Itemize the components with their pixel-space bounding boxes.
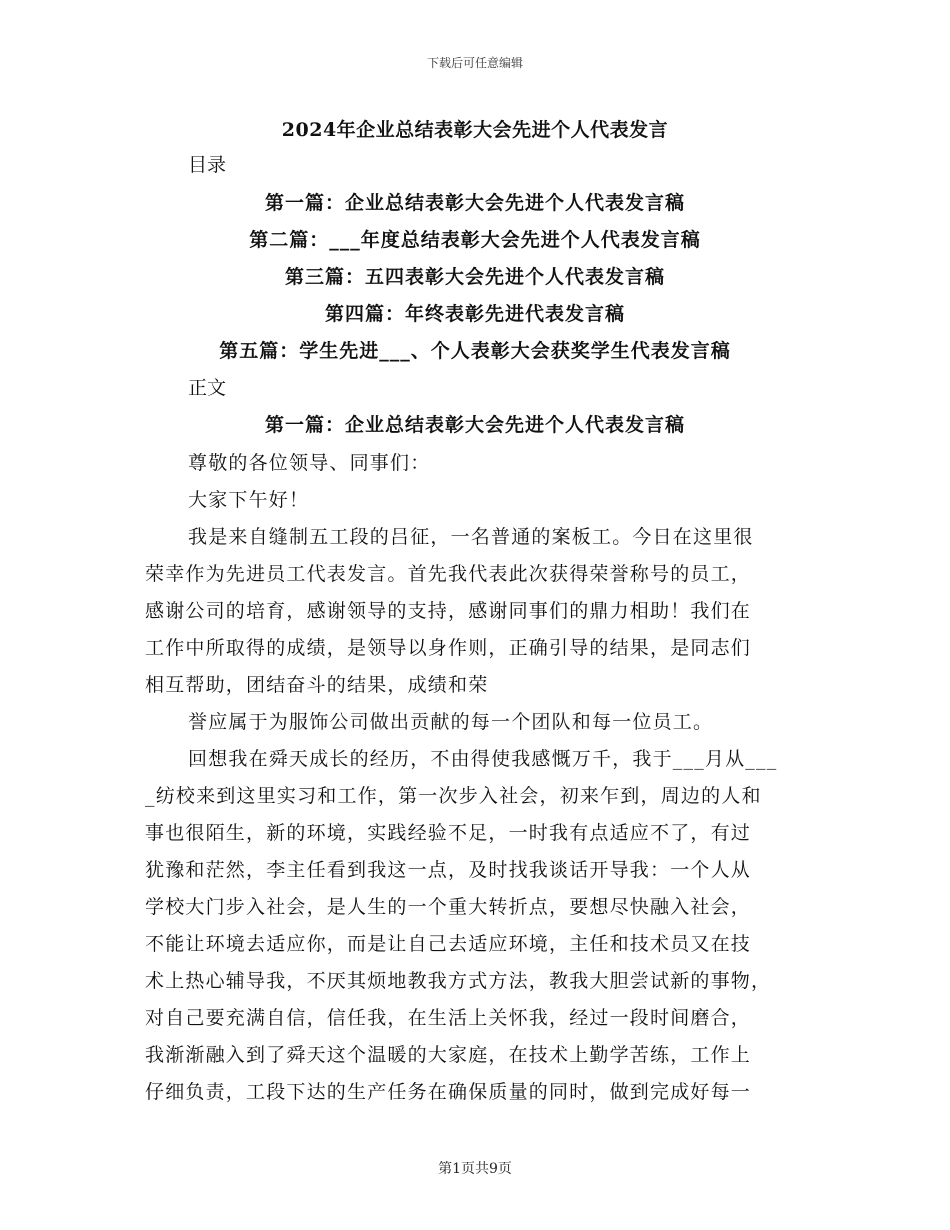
salutation: 尊敬的各位领导、同事们： — [188, 452, 431, 474]
paragraph-line: 术上热心辅导我，不厌其烦地教我方式方法，教我大胆尝试新的事物， — [145, 970, 772, 992]
header-note: 下载后可任意编辑 — [426, 56, 523, 70]
document-title: 2024年企业总结表彰大会先进个人代表发言 — [281, 119, 669, 141]
paragraph-line: 誉应属于为服饰公司做出贡献的每一个团队和每一位员工。 — [188, 711, 714, 733]
paragraph-line: 荣幸作为先进员工代表发言。首先我代表此次获得荣誉称号的员工， — [145, 563, 752, 585]
paragraph-line: 我渐渐融入到了舜天这个温暖的大家庭，在技术上勤学苦练，工作上 — [145, 1044, 752, 1066]
paragraph-line: 仔细负责，工段下达的生产任务在确保质量的同时，做到完成好每一 — [145, 1081, 752, 1103]
paragraph-line: 我是来自缝制五工段的吕征，一名普通的案板工。今日在这里很 — [188, 526, 754, 548]
toc-item: 第一篇：企业总结表彰大会先进个人代表发言稿 — [264, 192, 685, 214]
body-label: 正文 — [188, 377, 227, 399]
paragraph-line: 不能让环境去适应你，而是让自己去适应环境，主任和技术员又在技 — [145, 933, 752, 955]
section-heading: 第一篇：企业总结表彰大会先进个人代表发言稿 — [264, 414, 685, 436]
paragraph-line: 工作中所取得的成绩，是领导以身作则，正确引导的结果，是同志们 — [145, 637, 752, 659]
paragraph-line: 犹豫和茫然，李主任看到我这一点，及时找我谈话开导我：一个人从 — [145, 859, 752, 881]
paragraph-line: 回想我在舜天成长的经历，不由得使我感慨万千，我于___月从___ — [188, 748, 778, 770]
paragraph-line: 感谢公司的培育，感谢领导的支持，感谢同事们的鼎力相助！我们在 — [145, 600, 752, 622]
paragraph-line: 相互帮助，团结奋斗的结果，成绩和荣 — [145, 674, 489, 696]
toc-item: 第四篇：年终表彰先进代表发言稿 — [324, 303, 625, 325]
toc-item: 第二篇：___年度总结表彰大会先进个人代表发言稿 — [249, 229, 701, 251]
toc-label: 目录 — [188, 154, 227, 176]
paragraph-line: 学校大门步入社会，是人生的一个重大转折点，要想尽快融入社会， — [145, 896, 752, 918]
toc-item: 第五篇：学生先进___、个人表彰大会获奖学生代表发言稿 — [219, 340, 731, 362]
greeting: 大家下午好！ — [188, 489, 310, 511]
paragraph-line: _纺校来到这里实习和工作，第一次步入社会，初来乍到，周边的人和 — [145, 785, 762, 807]
paragraph-line: 事也很陌生，新的环境，实践经验不足，一时我有点适应不了，有过 — [145, 822, 752, 844]
page-footer: 第1页共9页 — [438, 1161, 512, 1177]
toc-item: 第三篇：五四表彰大会先进个人代表发言稿 — [284, 266, 665, 288]
paragraph-line: 对自己要充满自信，信任我，在生活上关怀我，经过一段时间磨合， — [145, 1007, 752, 1029]
